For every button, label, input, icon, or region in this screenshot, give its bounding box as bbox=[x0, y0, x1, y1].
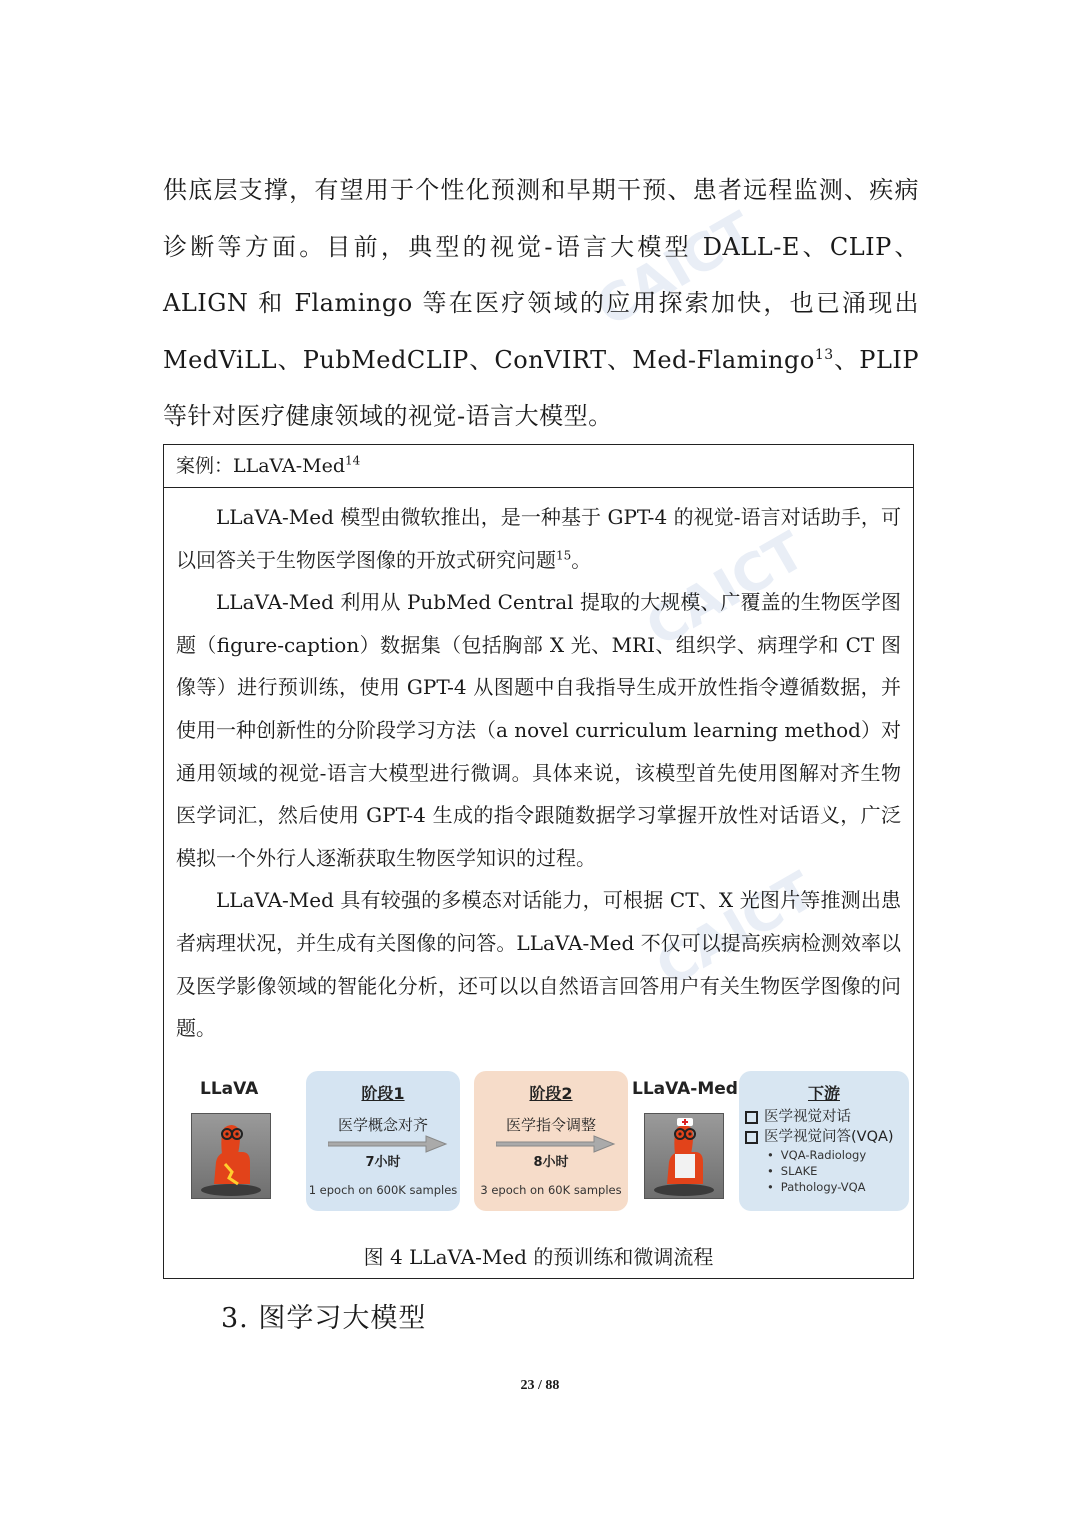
llava-med-avatar-image bbox=[644, 1113, 724, 1199]
case-study-box bbox=[163, 444, 914, 1279]
case-title-text: 案例：LLaVA-Med bbox=[176, 455, 345, 477]
body-text: 供底层支撑，有望用于个性化预测和早期干预、患者远程监测、疾病诊断等方面。目前，典型的视觉-语言大模型 DALL-E、CLIP、ALIGN 和 Flamingo 等在医疗领域的应用探索加快，也已涌现出 MedViLL、PubMedCLIP、ConVIRT、Med-Flamingo bbox=[163, 176, 919, 374]
page-number: 23 / 88 bbox=[520, 1378, 560, 1393]
case-paragraph-2: LLaVA-Med 利用从 PubMed Central 提取的大规模、广覆盖的生物医学图题（figure-caption）数据集（包括胸部 X 光、MRI、组织学、病理学和 CT 图像等）进行预训练，使用 GPT-4 从图题中自我指导生成开放性指令遵循数据，并使用一种创新性的分阶段学习方法（a novel curriculum learning method）对通用领域的视觉-语言大模型进行微调。具体来说，该模型首先使用图解对齐生物医学词汇，然后使用 GPT-4 生成的指令跟随数据学习掌握开放性对话语义，广泛模拟一个外行人逐渐获取生物医学知识的过程。 bbox=[176, 590, 901, 870]
footnote-ref[interactable]: 13 bbox=[814, 346, 834, 363]
downstream-list bbox=[745, 1107, 905, 1195]
stage-2-note: 3 epoch on 60K samples bbox=[480, 1183, 622, 1197]
case-paragraph-1 bbox=[176, 496, 901, 581]
bullet-icon: • bbox=[767, 1148, 774, 1162]
downstream-item-label: 医学视觉问答(VQA) bbox=[764, 1129, 894, 1145]
downstream-subitem bbox=[767, 1163, 905, 1179]
figure-caption: 图 4 LLaVA-Med 的预训练和微调流程 bbox=[363, 1245, 714, 1269]
stage-1-task: 医学概念对齐 bbox=[337, 1116, 428, 1134]
section-heading: 3. 图学习大模型 bbox=[221, 1303, 427, 1334]
stage-2-task: 医学指令调整 bbox=[505, 1116, 596, 1134]
watermark-logo: CAICT bbox=[646, 861, 825, 999]
bullet-icon: • bbox=[767, 1164, 774, 1178]
watermark-logo: CAICT bbox=[586, 201, 765, 339]
llava-label: LLaVA bbox=[200, 1079, 259, 1099]
watermark-logo: CAICT bbox=[636, 521, 815, 659]
stage-1-panel bbox=[306, 1071, 460, 1211]
downstream-subitem bbox=[767, 1147, 905, 1163]
body-text: 、PLIP 等针对医疗健康领域的视觉-语言大模型。 bbox=[163, 345, 920, 430]
case-text: 。 bbox=[571, 547, 592, 572]
case-paragraph-3: LLaVA-Med 具有较强的多模态对话能力，可根据 CT、X 光图片等推测出患者病理状况，并生成有关图像的问答。LLaVA-Med 不仅可以提高疾病检测效率以及医学影像领域的智能化分析，还可以以自然语言回答用户有关生物医学图像的问题。 bbox=[176, 888, 901, 1041]
case-title bbox=[164, 445, 913, 488]
downstream-item-label: 医学视觉对话 bbox=[764, 1109, 851, 1125]
footnote-ref[interactable]: 15 bbox=[556, 547, 572, 562]
downstream-panel bbox=[739, 1071, 909, 1211]
stage-1-note: 1 epoch on 600K samples bbox=[308, 1183, 458, 1197]
downstream-title: 下游 bbox=[807, 1084, 840, 1103]
case-text: LLaVA-Med 模型由微软推出，是一种基于 GPT-4 的视觉-语言对话助手，可以回答关于生物医学图像的开放式研究问题 bbox=[176, 505, 901, 572]
checkbox-icon bbox=[745, 1111, 758, 1124]
bullet-icon: • bbox=[767, 1180, 774, 1194]
pipeline-figure bbox=[184, 1063, 894, 1223]
downstream-subitem bbox=[767, 1179, 905, 1195]
stage-2-time: 8小时 bbox=[533, 1155, 569, 1170]
downstream-subitem-label: VQA-Radiology bbox=[780, 1148, 867, 1162]
stage-2-title: 阶段2 bbox=[529, 1084, 573, 1103]
downstream-item bbox=[745, 1127, 905, 1147]
stage-2-panel bbox=[474, 1071, 628, 1211]
checkbox-icon bbox=[745, 1131, 758, 1144]
llava-avatar-image bbox=[191, 1113, 271, 1199]
stage-1-title: 阶段1 bbox=[361, 1084, 405, 1103]
llava-med-label: LLaVA-Med bbox=[632, 1079, 738, 1099]
llama-doctor-icon bbox=[645, 1114, 723, 1198]
llama-icon bbox=[192, 1114, 270, 1198]
downstream-subitem-label: SLAKE bbox=[780, 1164, 818, 1178]
downstream-subitem-label: Pathology-VQA bbox=[780, 1180, 866, 1194]
footnote-ref[interactable]: 14 bbox=[345, 453, 361, 468]
downstream-item bbox=[745, 1107, 905, 1127]
case-body bbox=[164, 488, 913, 1050]
body-paragraph bbox=[163, 162, 919, 445]
stage-1-time: 7小时 bbox=[365, 1155, 401, 1170]
